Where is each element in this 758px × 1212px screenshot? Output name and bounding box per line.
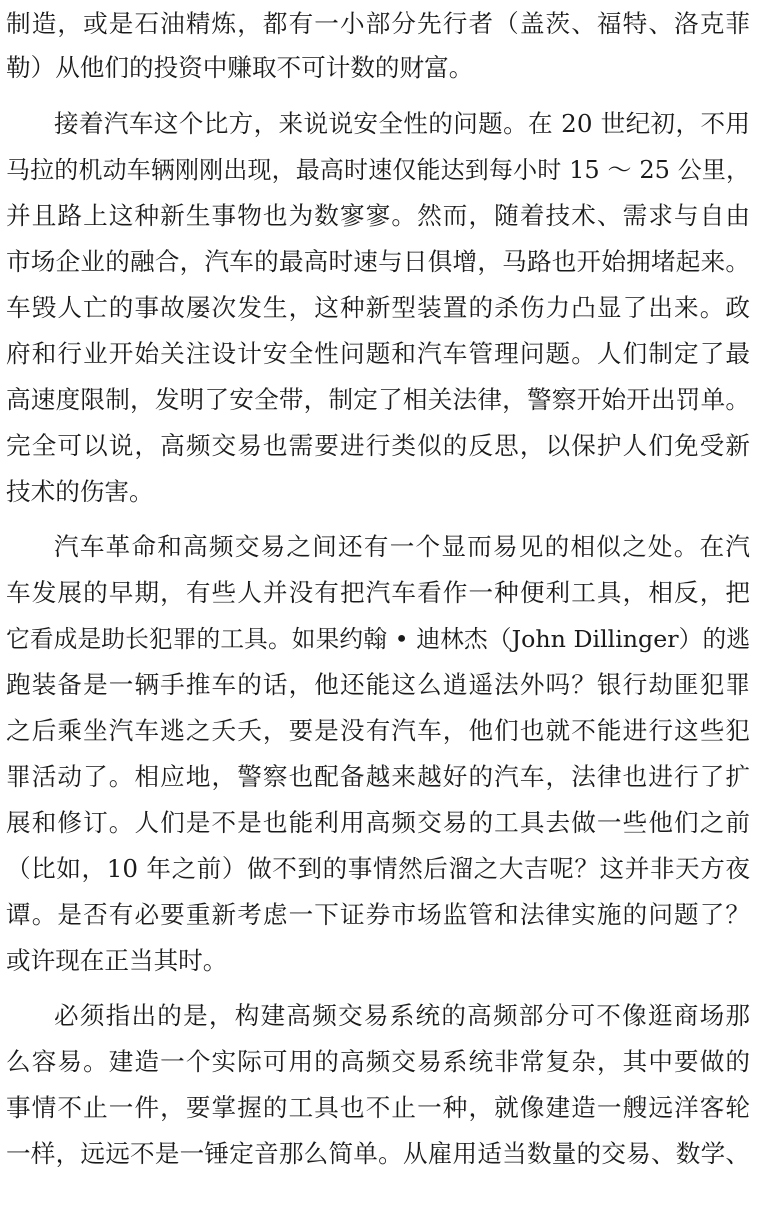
text-line: 跑装备是一辆手推车的话，他还能这么逍遥法外吗？银行劫匪犯罪 — [6, 670, 750, 699]
text-line: 谭。是否有必要重新考虑一下证券市场监管和法律实施的问题了？ — [6, 900, 750, 929]
text-line: 并且路上这种新生事物也为数寥寥。然而，随着技术、需求与自由 — [6, 201, 750, 230]
text-line: 汽车革命和高频交易之间还有一个显而易见的相似之处。在汽 — [54, 532, 750, 561]
text-line: 罪活动了。相应地，警察也配备越来越好的汽车，法律也进行了扩 — [6, 762, 750, 791]
text-line: 么容易。建造一个实际可用的高频交易系统非常复杂，其中要做的 — [6, 1047, 750, 1076]
text-line: 展和修订。人们是不是也能利用高频交易的工具去做一些他们之前 — [6, 808, 750, 837]
text-line: 马拉的机动车辆刚刚出现，最高时速仅能达到每小时 15 ～ 25 公里， — [6, 156, 750, 184]
text-line: 车发展的早期，有些人并没有把汽车看作一种便利工具，相反，把 — [6, 578, 750, 607]
text-line: （比如，10 年之前）做不到的事情然后溜之大吉呢？这并非天方夜 — [6, 854, 750, 883]
text-line: 制造，或是石油精炼，都有一小部分先行者（盖茨、福特、洛克菲 — [6, 9, 750, 38]
text-line: 它看成是助长犯罪的工具。如果约翰 • 迪林杰（John Dillinger）的逃 — [6, 625, 750, 653]
text-line: 必须指出的是，构建高频交易系统的高频部分可不像逛商场那 — [54, 1001, 750, 1030]
text-line: 府和行业开始关注设计安全性问题和汽车管理问题。人们制定了最 — [6, 339, 750, 368]
text-line: 高速度限制，发明了安全带，制定了相关法律，警察开始开出罚单。 — [6, 385, 750, 414]
text-line: 之后乘坐汽车逃之夭夭，要是没有汽车，他们也就不能进行这些犯 — [6, 716, 750, 745]
text-line: 勒）从他们的投资中赚取不可计数的财富。 — [6, 53, 474, 82]
text-line: 市场企业的融合，汽车的最高时速与日俱增，马路也开始拥堵起来。 — [6, 247, 750, 276]
text-line: 接着汽车这个比方，来说说安全性的问题。在 20 世纪初，不用 — [54, 109, 750, 138]
text-line: 完全可以说，高频交易也需要进行类似的反思，以保护人们免受新 — [6, 431, 750, 460]
text-line: 或许现在正当其时。 — [6, 946, 228, 975]
text-line: 技术的伤害。 — [6, 477, 154, 506]
text-line: 车毁人亡的事故屡次发生，这种新型装置的杀伤力凸显了出来。政 — [6, 293, 750, 322]
text-line: 事情不止一件，要掌握的工具也不止一种，就像建造一艘远洋客轮 — [6, 1093, 750, 1122]
text-line: 一样，远远不是一锤定音那么简单。从雇用适当数量的交易、数学、 — [6, 1139, 750, 1168]
